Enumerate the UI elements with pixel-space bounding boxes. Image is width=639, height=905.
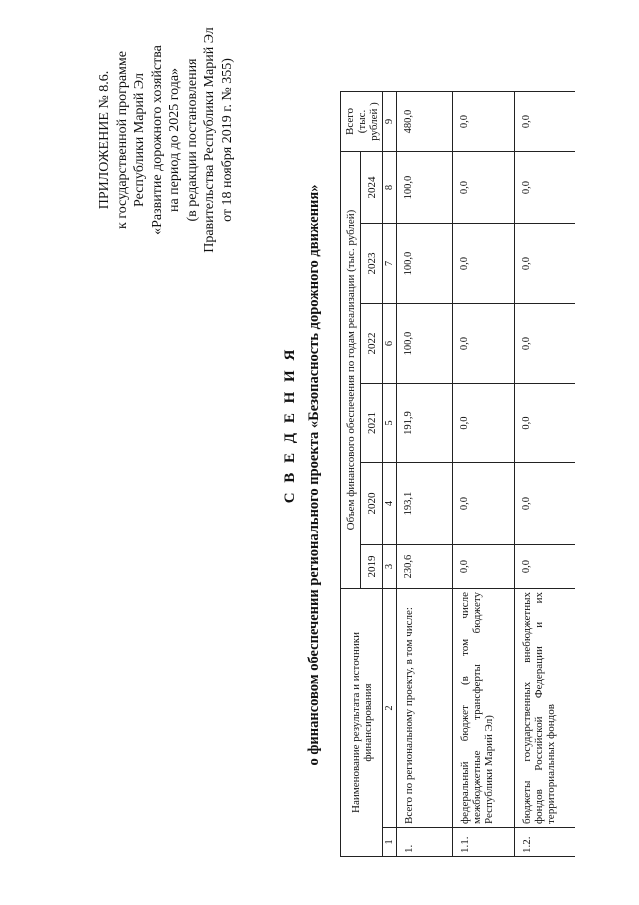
column-number: 2 [383, 589, 397, 828]
table-row [397, 92, 453, 857]
appendix-block [96, 15, 236, 265]
row-number: 1. [397, 828, 453, 857]
table-row [515, 92, 575, 857]
appendix-line: от 18 ноября 2019 г. № 355) [219, 58, 235, 222]
row-value: 193,1 [397, 463, 453, 545]
row-total: 0,0 [515, 92, 575, 152]
financing-table [340, 91, 575, 857]
appendix-line: ПРИЛОЖЕНИЕ № 8.6. [97, 70, 112, 210]
header-name: Наименование результата и источники финансирования [341, 589, 383, 857]
appendix-line: Правительства Республики Марий Эл [202, 27, 217, 253]
appendix-line: к государственной программе [114, 51, 130, 229]
column-number: 1 [383, 828, 397, 857]
row-number: 1.2. [515, 828, 575, 857]
row-value: 0,0 [515, 304, 575, 384]
column-number: 7 [383, 224, 397, 304]
row-value: 0,0 [453, 384, 515, 463]
row-value: 230,6 [397, 545, 453, 589]
page-title: С В Е Д Е Н И Я [282, 346, 298, 504]
row-value: 0,0 [453, 224, 515, 304]
column-number: 9 [383, 92, 397, 152]
row-value: 0,0 [453, 463, 515, 545]
header-year: 2020 [361, 463, 383, 545]
column-number: 5 [383, 384, 397, 463]
row-total: 480,0 [397, 92, 453, 152]
header-total: Всего (тыс. рублей ) [341, 92, 383, 152]
row-total: 0,0 [453, 92, 515, 152]
row-value: 0,0 [453, 304, 515, 384]
appendix-line: «Развитие дорожного хозяйства [149, 45, 165, 235]
header-year: 2021 [361, 384, 383, 463]
header-year: 2022 [361, 304, 383, 384]
financing-table-wrapper [340, 91, 575, 857]
header-year: 2023 [361, 224, 383, 304]
appendix-line: Республики Марий Эл [132, 73, 147, 207]
row-name: Всего по региональному проекту, в том числе: [397, 589, 453, 828]
row-number: 1.1. [453, 828, 515, 857]
header-year: 2019 [361, 545, 383, 589]
header-volume: Объем финансового обеспечения по годам реализации (тыс. рублей) [341, 152, 361, 589]
row-value: 0,0 [515, 463, 575, 545]
table-row [453, 92, 515, 857]
row-value: 0,0 [453, 545, 515, 589]
row-value: 0,0 [515, 545, 575, 589]
row-value: 0,0 [453, 152, 515, 224]
row-value: 100,0 [397, 304, 453, 384]
column-number-row [383, 92, 397, 857]
appendix-line: (в редакции постановления [184, 58, 200, 222]
row-value: 0,0 [515, 224, 575, 304]
row-value: 0,0 [515, 384, 575, 463]
row-value: 0,0 [515, 152, 575, 224]
appendix-line: на период до 2025 года» [167, 67, 182, 213]
page-subtitle: о финансовом обеспечении регионального проекта «Безопасность дорожного движения» [306, 184, 322, 766]
header-row [341, 92, 361, 857]
column-number: 3 [383, 545, 397, 589]
row-name: бюджеты государственных внебюджетных фондов Российской Федерации и их территориальных фондов [515, 589, 575, 828]
column-number: 4 [383, 463, 397, 545]
row-value: 100,0 [397, 152, 453, 224]
row-value: 100,0 [397, 224, 453, 304]
column-number: 8 [383, 152, 397, 224]
row-value: 191,9 [397, 384, 453, 463]
column-number: 6 [383, 304, 397, 384]
row-name: федеральный бюджет (в том числе межбюджетные трансферты бюджету Республики Марий Эл) [453, 589, 515, 828]
header-year: 2024 [361, 152, 383, 224]
